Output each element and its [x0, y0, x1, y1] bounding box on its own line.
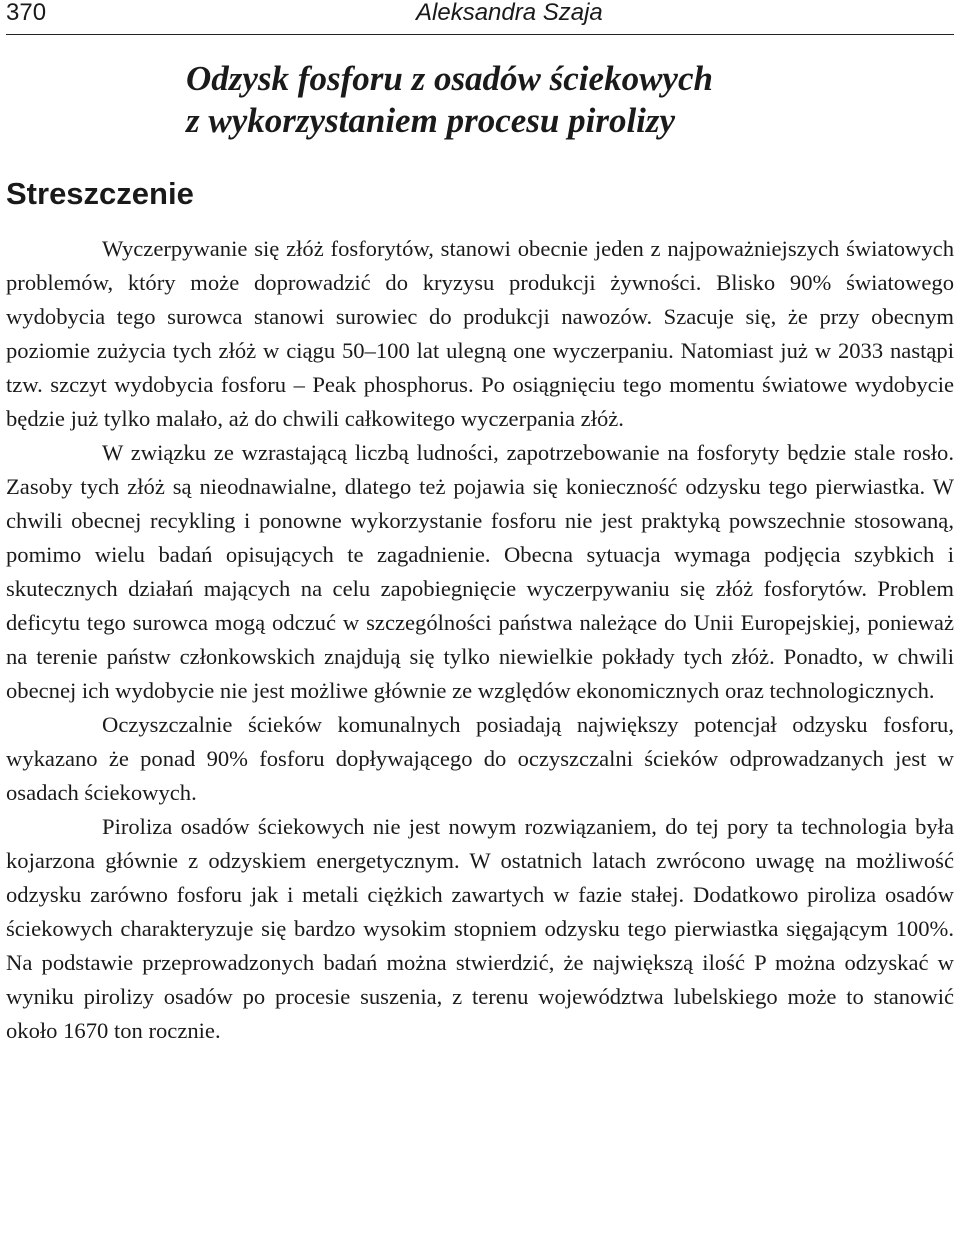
abstract-paragraph-3: Oczyszczalnie ścieków komunalnych posiadają największy potencjał odzysku fosforu, wykazano że ponad 90% fosforu dopływającego do oczyszczalni ścieków odprowadzanych jest w osadach ściekowych. — [6, 712, 954, 805]
article-title-line-2: z wykorzystaniem procesu pirolizy — [186, 101, 676, 140]
article-title-line-1: Odzysk fosforu z osadów ściekowych — [186, 59, 713, 98]
section-heading: Streszczenie — [6, 176, 194, 211]
abstract-body — [6, 232, 954, 1048]
abstract-paragraph-4: Piroliza osadów ściekowych nie jest nowym rozwiązaniem, do tej pory ta technologia była kojarzona głównie z odzyskiem energetycznym. W ostatnich latach zwrócono uwagę na możliwość odzysku zarówno fosforu jak i metali ciężkich zawartych w fazie stałej. Dodatkowo piroliza osadów ściekowych charakteryzuje się bardzo wysokim stopniem odzysku tego pierwiastka sięgającym 100%. Na podstawie przeprowadzonych badań można stwierdzić, że największą ilość P można odzyskać w wyniku pirolizy osadów po procesie suszenia, z terenu województwa lubelskiego może to stanowić około 1670 ton rocznie. — [6, 814, 954, 1043]
article-title — [186, 58, 886, 142]
running-header-author: Aleksandra Szaja — [416, 0, 603, 26]
abstract-paragraph-2: W związku ze wzrastającą liczbą ludności, zapotrzebowanie na fosforyty będzie stale rosło. Zasoby tych złóż są nieodnawialne, dlatego też pojawia się konieczność odzysku tego pierwiastka. W chwili obecnej recykling i ponowne wykorzystanie fosforu nie jest praktyką powszechnie stosowaną, pomimo wielu badań opisujących te zagadnienie. Obecna sytuacja wymaga podjęcia szybkich i skutecznych działań mających na celu zapobiegnięcie wyczerpywaniu się złóż fosforytów. Problem deficytu tego surowca mogą odczuć w szczególności państwa należące do Unii Europejskiej, ponieważ na terenie państw członkowskich znajdują się tylko niewielkie pokłady tych złóż. Ponadto, w chwili obecnej ich wydobycie nie jest możliwe głównie ze względów ekonomicznych oraz technologicznych. — [6, 440, 954, 703]
page-number: 370 — [6, 0, 47, 26]
running-header — [6, 0, 954, 35]
abstract-paragraph-1: Wyczerpywanie się złóż fosforytów, stanowi obecnie jeden z najpoważniejszych światowych problemów, który może doprowadzić do kryzysu produkcji żywności. Blisko 90% światowego wydobycia tego surowca stanowi surowiec do produkcji nawozów. Szacuje się, że przy obecnym poziomie zużycia tych złóż w ciągu 50–100 lat ulegną one wyczerpaniu. Natomiast już w 2033 nastąpi tzw. szczyt wydobycia fosforu – Peak phosphorus. Po osiągnięciu tego momentu światowe wydobycie będzie już tylko malało, aż do chwili całkowitego wyczerpania złóż. — [6, 236, 954, 431]
